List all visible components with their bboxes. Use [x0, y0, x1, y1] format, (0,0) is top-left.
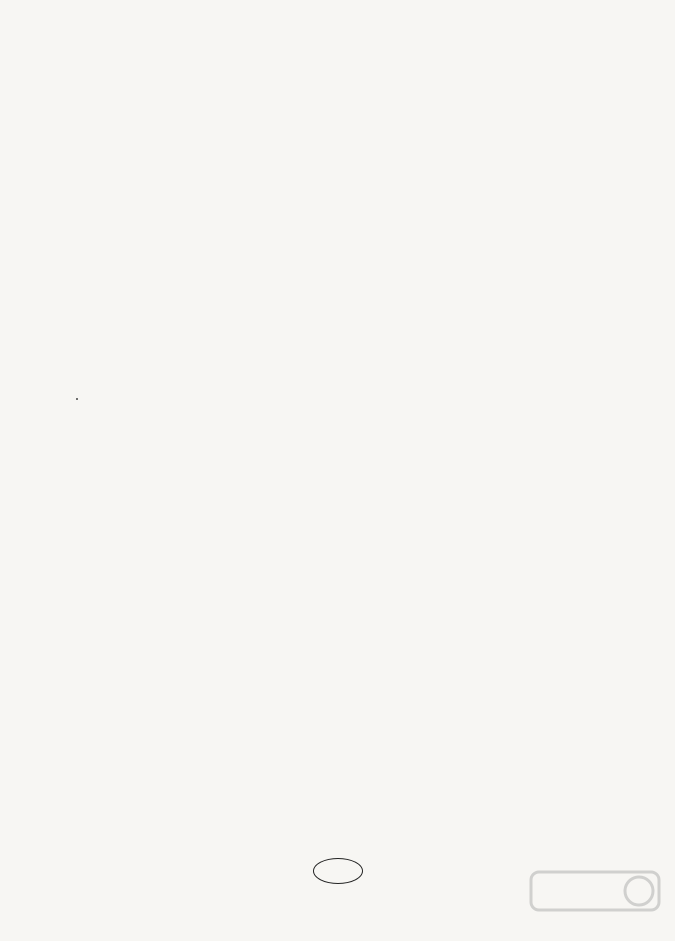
watermark-logo — [527, 866, 667, 936]
page-number — [313, 858, 363, 884]
stray-mark — [76, 398, 78, 400]
